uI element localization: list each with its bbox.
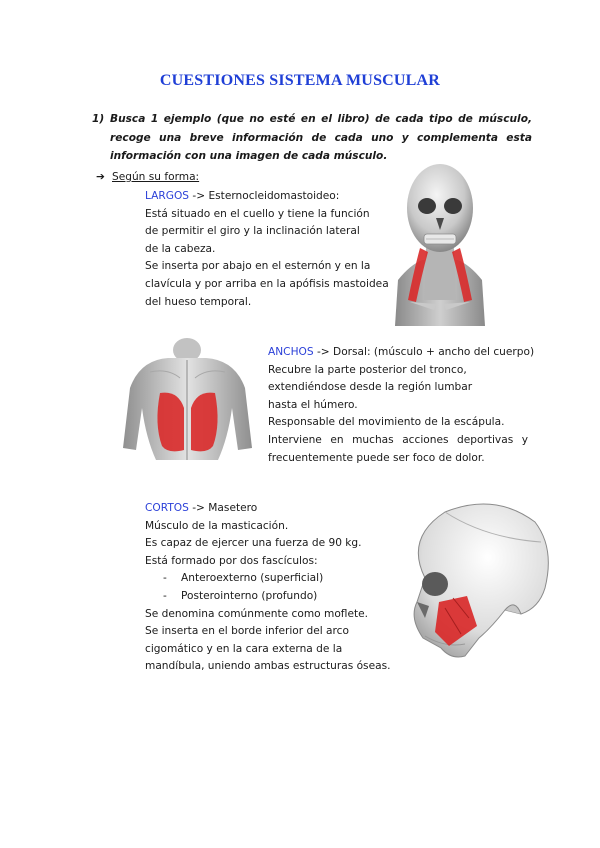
cortos-line: mandíbula, uniendo ambas estructuras óseas. <box>145 660 391 673</box>
section-label: Según su forma: <box>112 171 200 183</box>
cortos-sub-item-label: Anteroexterno (superficial) <box>181 572 324 585</box>
cortos-line: Está formado por dos fascículos: <box>145 554 318 567</box>
cortos-heading <box>145 500 390 518</box>
cortos-sub-item-label: Posterointerno (profundo) <box>181 589 318 602</box>
cortos-sub-item: - Posterointerno (profundo) <box>163 589 318 602</box>
anchos-heading <box>268 344 535 362</box>
anchos-line: Interviene en muchas acciones deportivas y <box>268 433 528 446</box>
largos-line: Está situado en el cuello y tiene la función <box>145 207 370 220</box>
back-muscle-illustration <box>120 338 255 460</box>
cortos-line: cigomático y en la cara externa de la <box>145 642 343 655</box>
anchos-line: frecuentemente puede ser foco de dolor. <box>268 451 485 464</box>
largos-line: de permitir el giro y la inclinación lateral <box>145 225 360 238</box>
cortos-heading-rest: -> Masetero <box>188 502 258 514</box>
cortos-line: Se denomina comúnmente como moflete. <box>145 607 369 620</box>
cortos-line: Músculo de la masticación. <box>145 519 289 532</box>
largos-line: clavícula y por arriba en la apófisis mastoidea <box>145 277 389 290</box>
largos-heading <box>145 188 389 206</box>
cortos-line: Es capaz de ejercer una fuerza de 90 kg. <box>145 537 362 550</box>
largos-block <box>145 188 389 311</box>
anchos-line: Responsable del movimiento de la escápula. <box>268 416 505 429</box>
anchos-line: Recubre la parte posterior del tronco, <box>268 363 467 376</box>
largos-line: Se inserta por abajo en el esternón y en la <box>145 260 371 273</box>
anchos-line: hasta el húmero. <box>268 398 358 411</box>
largos-line: de la cabeza. <box>145 242 216 255</box>
cortos-sub-item: - Anteroexterno (superficial) <box>163 572 324 585</box>
question-text: Busca 1 ejemplo (que no esté en el libro) de cada tipo de músculo, recoge una breve información de cada uno y complementa esta información con una imagen de cada músculo. <box>110 113 532 162</box>
question-1 <box>92 110 532 166</box>
anchos-line: extendiéndose desde la región lumbar <box>268 381 473 394</box>
question-number: 1) <box>92 113 105 125</box>
largos-line: del hueso temporal. <box>145 295 252 308</box>
anchos-block <box>268 344 535 467</box>
arrow-icon: ➔ <box>96 171 105 183</box>
largos-heading-rest: -> Esternocleidomastoideo: <box>189 190 340 202</box>
anchos-heading-rest: -> Dorsal: (músculo + ancho del cuerpo) <box>313 346 535 358</box>
section-bullet <box>96 169 199 185</box>
neck-muscle-illustration <box>390 160 490 326</box>
cortos-block <box>145 500 390 676</box>
skull-masseter-illustration <box>395 498 553 660</box>
largos-keyword: LARGOS <box>145 190 190 202</box>
cortos-line: Se inserta en el borde inferior del arco <box>145 625 349 638</box>
anchos-keyword: ANCHOS <box>268 346 314 358</box>
document-title: CUESTIONES SISTEMA MUSCULAR <box>159 72 441 89</box>
cortos-keyword: CORTOS <box>145 502 189 514</box>
